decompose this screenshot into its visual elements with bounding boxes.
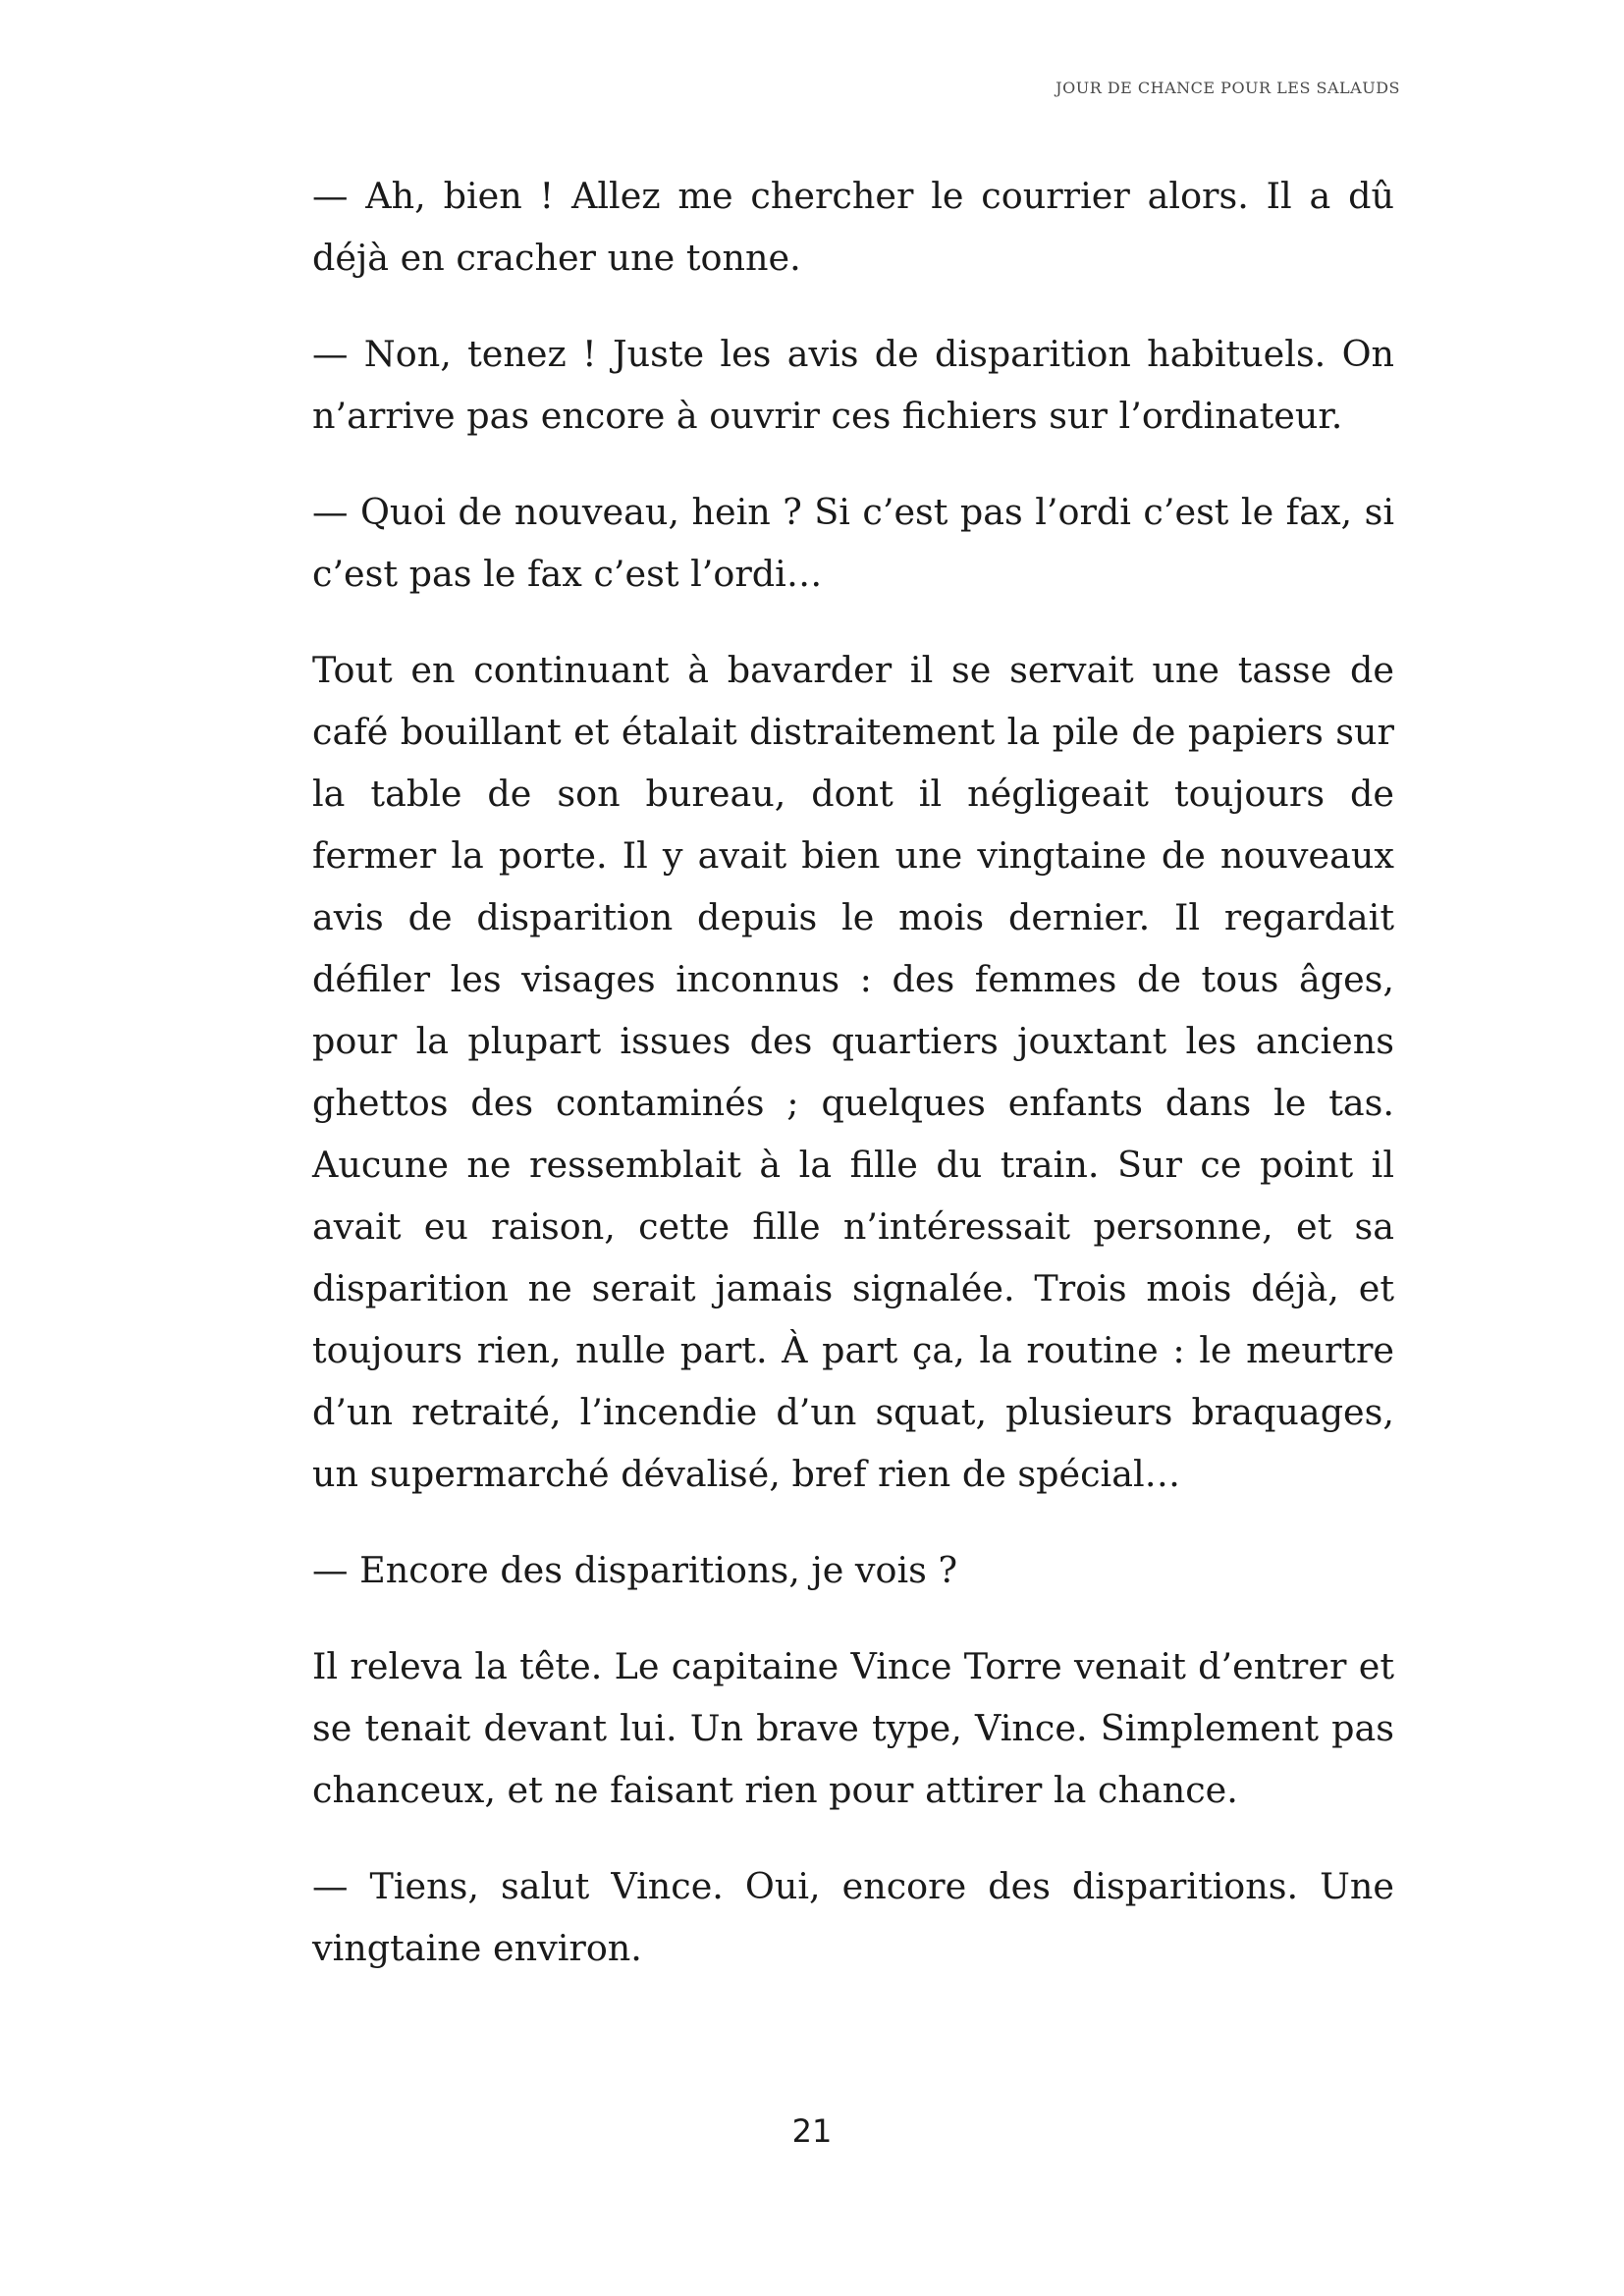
paragraph: Tout en continuant à bavarder il se servait une tasse de café bouillant et étalait distraitement la pile de papiers sur la table de son bureau, dont il négligeait toujours de fermer la porte. Il y avait bien une vingtaine de nouveaux avis de disparition depuis le mois dernier. Il regardait défiler les visages inconnus : des femmes de tous âges, pour la plupart issues des quartiers jouxtant les anciens ghettos des contaminés ; quelques enfants dans le tas. Aucune ne ressemblait à la fille du train. Sur ce point il avait eu raison, cette fille n’intéressait personne, et sa disparition ne serait jamais signalée. Trois mois déjà, et toujours rien, nulle part. À part ça, la routine : le meurtre d’un retraité, l’incendie d’un squat, plusieurs braquages, un supermarché dévalisé, bref rien de spécial… xyxy=(312,649,1394,1495)
paragraph: — Tiens, salut Vince. Oui, encore des disparitions. Une vingtaine environ. xyxy=(312,1865,1394,1969)
paragraph: — Encore des disparitions, je vois ? xyxy=(312,1549,958,1591)
paragraph: — Non, tenez ! Juste les avis de disparition habituels. On n’arrive pas encore à ouvrir ces fichiers sur l’ordinateur. xyxy=(312,333,1394,437)
body-text xyxy=(312,165,1394,2013)
paragraph: Il releva la tête. Le capitaine Vince Torre venait d’entrer et se tenait devant lui. Un brave type, Vince. Simplement pas chanceux, et ne faisant rien pour attirer la chance. xyxy=(312,1645,1394,1811)
running-header: JOUR DE CHANCE POUR LES SALAUDS xyxy=(1056,79,1400,97)
paragraph: — Ah, bien ! Allez me chercher le courrier alors. Il a dû déjà en cracher une tonne. xyxy=(312,175,1394,279)
page-number: 21 xyxy=(791,2112,833,2150)
paragraph: — Quoi de nouveau, hein ? Si c’est pas l’ordi c’est le fax, si c’est pas le fax c’est l’ordi… xyxy=(312,491,1394,595)
